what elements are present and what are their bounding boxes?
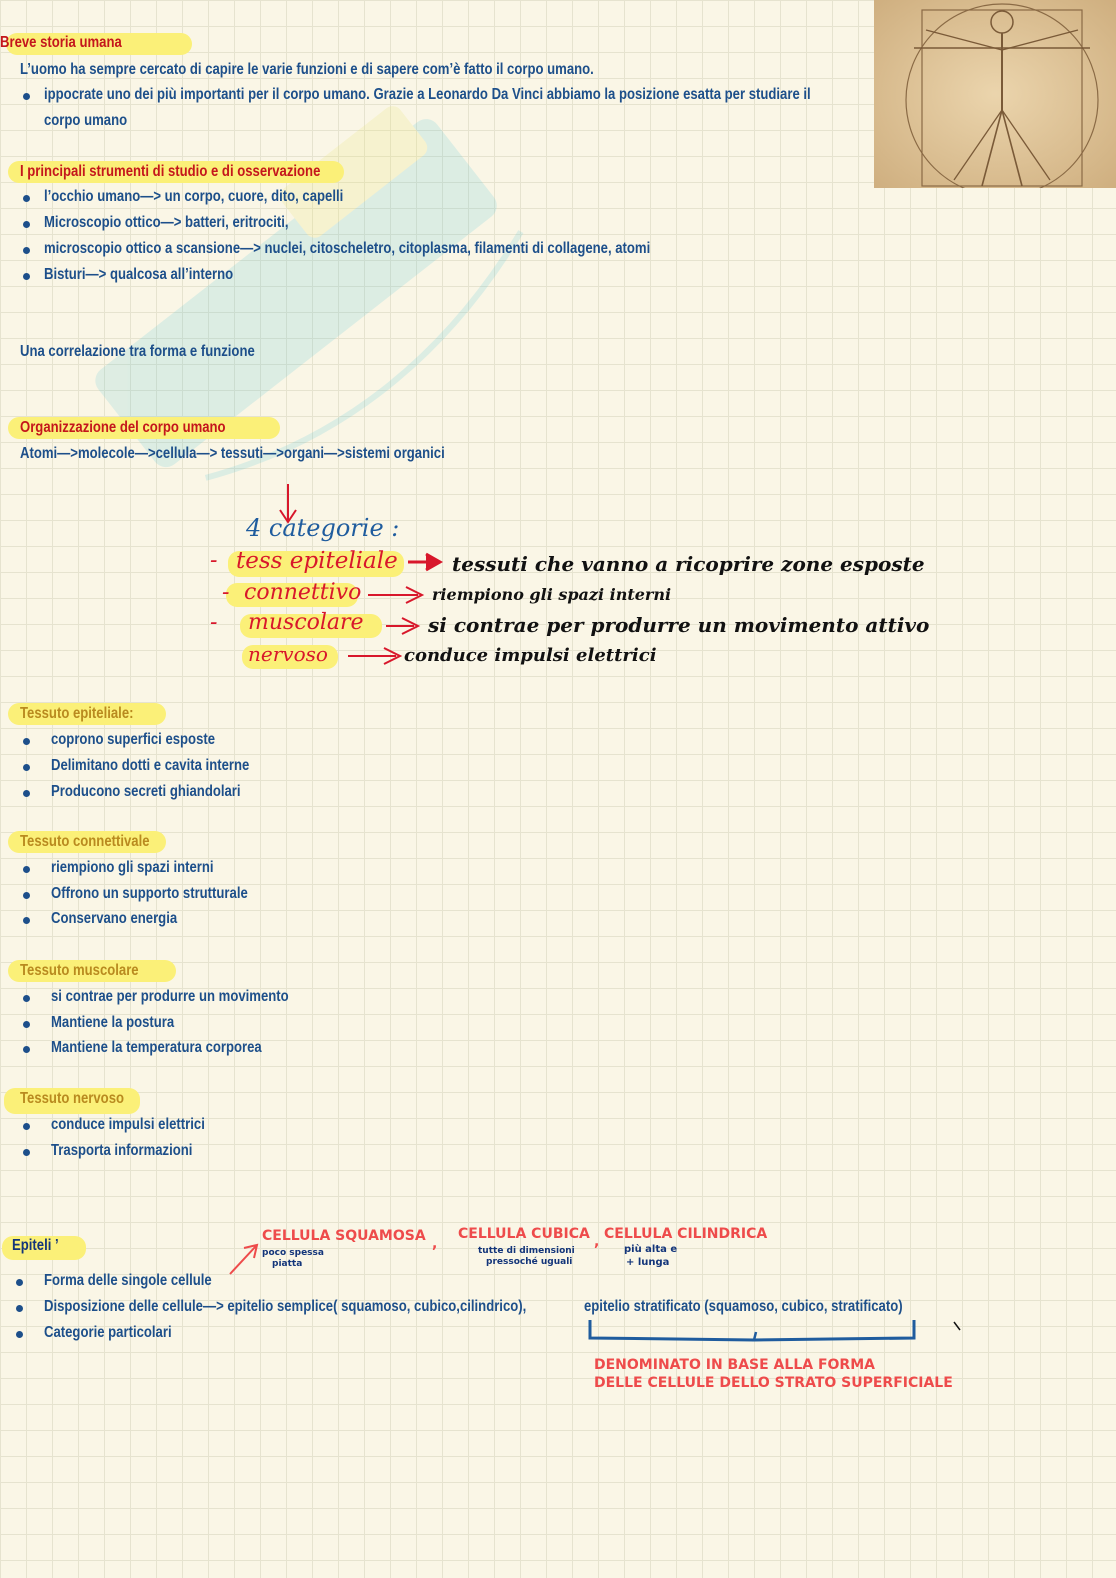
bracket-note: DELLE CELLULE DELLO STRATO SUPERFICIALE (594, 1375, 953, 1391)
bullet (23, 917, 30, 924)
epiteli-item: Categorie particolari (44, 1324, 172, 1341)
section-title-organizzazione: Organizzazione del corpo umano (20, 419, 226, 436)
epiteliale-item: Producono secreti ghiandolari (51, 783, 241, 800)
categories-heading: 4 categorie : (246, 514, 400, 542)
correlazione-text: Una correlazione tra forma e funzione (20, 343, 255, 360)
category-dash: - (222, 580, 230, 605)
bullet (23, 93, 30, 100)
muscolare-item: si contrae per produrre un movimento (51, 988, 289, 1005)
category-desc: conduce impulsi elettrici (404, 645, 657, 666)
strumenti-item: Microscopio ottico—> batteri, eritrociti, (44, 214, 289, 231)
epiteli-item: Disposizione delle cellule—> epitelio semplice( squamoso, cubico,cilindrico), (44, 1298, 527, 1315)
epiteliale-item: coprono superfici esposte (51, 731, 216, 748)
cell-type-separator: , (594, 1234, 600, 1250)
nervoso-item: conduce impulsi elettrici (51, 1116, 205, 1133)
section-title-strumenti: I principali strumenti di studio e di osservazione (20, 163, 321, 180)
category-label: nervoso (248, 642, 328, 666)
bullet (23, 247, 30, 254)
section-title-nervoso: Tessuto nervoso (20, 1090, 125, 1107)
storia-intro: L’uomo ha sempre cercato di capire le varie funzioni e di sapere com’è fatto il corpo umano. (20, 61, 594, 78)
connettivale-item: Conservano energia (51, 910, 178, 927)
bullet (16, 1305, 23, 1312)
bullet (23, 1021, 30, 1028)
strumenti-item: l’occhio umano—> un corpo, cuore, dito, capelli (44, 188, 344, 205)
bullet (23, 790, 30, 797)
category-dash: - (210, 548, 218, 573)
section-title-connettivale: Tessuto connettivale (20, 833, 150, 850)
section-title-epiteliale: Tessuto epiteliale: (20, 705, 134, 722)
bullet (23, 1149, 30, 1156)
cell-type-arrow (224, 1238, 264, 1278)
category-desc: riempiono gli spazi interni (432, 585, 672, 604)
cell-type-name: CELLULA SQUAMOSA (262, 1228, 426, 1244)
epiteli-stratificato: epitelio stratificato (squamoso, cubico, stratificato) (584, 1298, 903, 1315)
section-title-storia: Breve storia umana (0, 34, 122, 51)
category-dash: - (210, 610, 218, 635)
bracket-note: DENOMINATO IN BASE ALLA FORMA (594, 1357, 875, 1373)
cell-type-note: tutte di dimensioni (478, 1246, 575, 1256)
bullet (23, 764, 30, 771)
section-title-muscolare: Tessuto muscolare (20, 962, 139, 979)
bullet (23, 221, 30, 228)
muscolare-item: Mantiene la postura (51, 1014, 175, 1031)
bullet (23, 273, 30, 280)
bracket (584, 1312, 974, 1348)
cell-type-name: CELLULA CUBICA (458, 1226, 590, 1242)
organizzazione-chain: Atomi—>molecole—>cellula—> tessuti—>organi—>sistemi organici (20, 445, 445, 462)
connettivale-item: Offrono un supporto strutturale (51, 885, 248, 902)
bullet (23, 738, 30, 745)
category-label: connettivo (244, 580, 362, 605)
cell-type-note: pressoché uguali (486, 1257, 573, 1267)
bullet (23, 892, 30, 899)
cell-type-note: + lunga (626, 1257, 670, 1268)
bullet (23, 1046, 30, 1053)
cell-type-note: poco spessa (262, 1248, 324, 1258)
bullet (16, 1331, 23, 1338)
cell-type-note: piatta (272, 1259, 303, 1269)
muscolare-item: Mantiene la temperatura corporea (51, 1039, 262, 1056)
category-label: tess epiteliale (236, 548, 398, 574)
category-desc: tessuti che vanno a ricoprire zone esposte (452, 552, 925, 576)
storia-bullet-line2: corpo umano (44, 112, 128, 129)
bullet (23, 195, 30, 202)
epiteliale-item: Delimitano dotti e cavita interne (51, 757, 250, 774)
bullet (16, 1279, 23, 1286)
connettivale-item: riempiono gli spazi interni (51, 859, 214, 876)
strumenti-item: Bisturi—> qualcosa all’interno (44, 266, 234, 283)
storia-bullet-line1: ippocrate uno dei più importanti per il corpo umano. Grazie a Leonardo Da Vinci abbiamo la posizione esatta per studiare il (44, 86, 811, 103)
category-desc: si contrae per produrre un movimento attivo (428, 613, 930, 637)
bullet (23, 995, 30, 1002)
vitruvian-man-image (874, 0, 1116, 188)
category-label: muscolare (248, 610, 364, 635)
bullet (23, 866, 30, 873)
cell-type-note: più alta e (624, 1244, 678, 1255)
bullet (23, 1123, 30, 1130)
epiteli-item: Forma delle singole cellule (44, 1272, 212, 1289)
strumenti-item: microscopio ottico a scansione—> nuclei, citoscheletro, citoplasma, filamenti di collagene, atomi (44, 240, 651, 257)
cell-type-separator: , (432, 1236, 438, 1252)
section-title-epiteli: Epiteli ’ (12, 1237, 59, 1254)
cell-type-name: CELLULA CILINDRICA (604, 1226, 768, 1242)
nervoso-item: Trasporta informazioni (51, 1142, 193, 1159)
